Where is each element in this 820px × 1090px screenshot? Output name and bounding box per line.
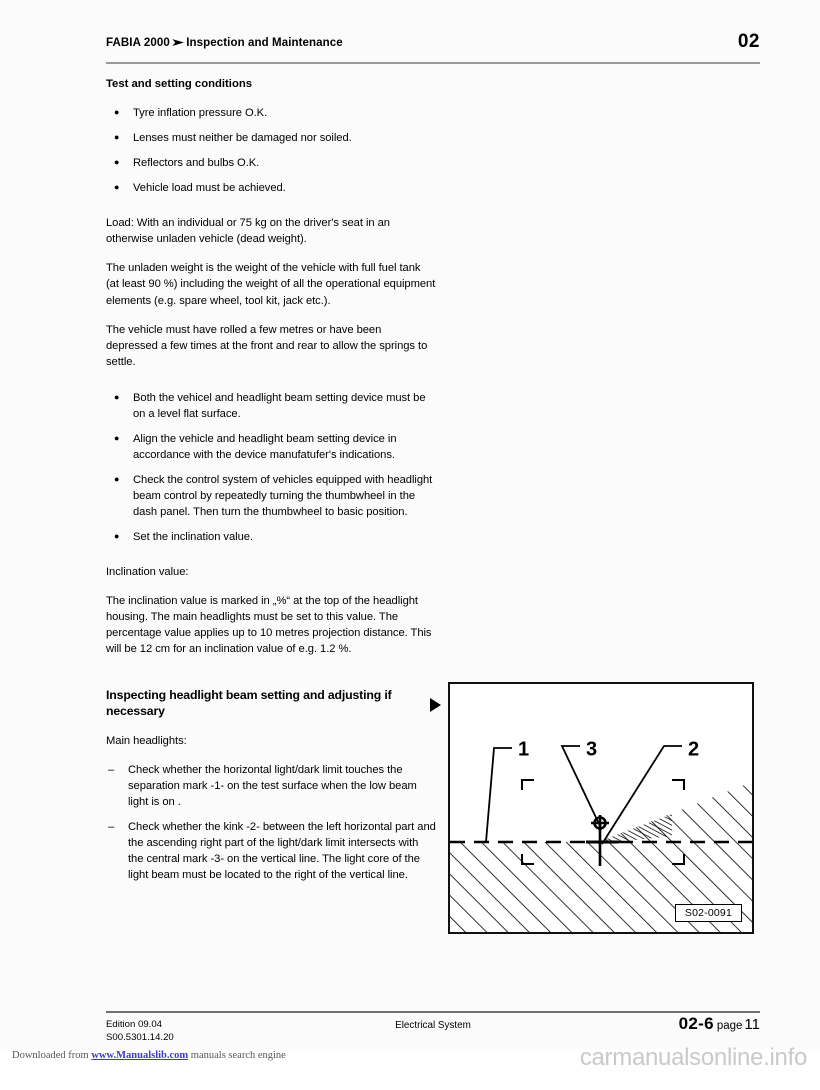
paragraph-unladen-weight: The unladen weight is the weight of the vehicle with full fuel tank (at least 90 %) including the weight of all the operational equipment elements (e.g. spare wheel, tool kit, jack etc.). [106, 262, 436, 307]
list-item-text: Align the vehicle and headlight beam setting device in accordance with the device manufatufer's indications. [133, 432, 397, 461]
heading-inspecting-beam: Inspecting headlight beam setting and adjusting if necessary [106, 687, 392, 718]
footer-edition: Edition 09.04 [106, 1019, 163, 1030]
header-divider [106, 62, 760, 64]
list-item-text: Set the inclination value. [133, 530, 253, 543]
setup-steps-list [106, 390, 436, 545]
list-item [106, 130, 436, 146]
footer-page-block [679, 1014, 760, 1034]
footer-page-word: page [716, 1020, 743, 1032]
list-item [106, 762, 436, 810]
footer-divider [106, 1011, 760, 1013]
list-item-text: Both the vehicel and headlight beam setting device must be on a level flat surface. [133, 391, 426, 420]
paragraph-load: Load: With an individual or 75 kg on the driver's seat in an otherwise unladen vehicle (dead weight). [106, 217, 390, 246]
list-item [106, 180, 436, 196]
footer-doc-number: S00.5301.14.20 [106, 1031, 174, 1043]
headlight-beam-figure [448, 682, 754, 934]
bullet-icon: ● [114, 530, 120, 541]
list-item [106, 105, 436, 121]
figure-pointer-icon [430, 698, 441, 712]
right-triangle-icon: ➤ [171, 37, 184, 48]
download-prefix: Downloaded from [12, 1050, 89, 1061]
paragraph-settle-springs: The vehicle must have rolled a few metres or have been depressed a few times at the front and rear to allow the springs to settle. [106, 323, 428, 368]
list-item [106, 529, 436, 545]
bullet-icon: ● [114, 107, 120, 118]
list-item-text: Check whether the kink -2- between the left horizontal part and the ascending right part of the light/dark limit intersects with the central mark -3- on the vertical line. The light core of the light beam must be located to the right of the vertical line. [128, 820, 436, 881]
list-item [106, 472, 436, 520]
heading-test-conditions: Test and setting conditions [106, 78, 253, 90]
bullet-icon: ● [114, 182, 120, 193]
list-item [106, 431, 436, 463]
figure-id-label: S02-0091 [675, 904, 742, 922]
content-column [106, 72, 436, 892]
footer-system: Electrical System [395, 1020, 471, 1031]
list-item-text: Vehicle load must be achieved. [133, 182, 286, 195]
manualslib-link[interactable]: www.Manualslib.com [91, 1050, 189, 1061]
page-header [106, 31, 760, 62]
check-steps-list [106, 762, 436, 883]
bullet-icon: ● [114, 157, 120, 168]
list-item-text: Tyre inflation pressure O.K. [133, 107, 268, 120]
brand-watermark: carmanualsonline.info [579, 1044, 807, 1071]
label-main-headlights: Main headlights: [106, 734, 187, 747]
label-inclination-value: Inclination value: [106, 565, 189, 578]
list-item-text: Reflectors and bulbs O.K. [133, 157, 260, 170]
dash-icon: – [108, 820, 115, 833]
conditions-list [106, 105, 436, 196]
bullet-icon: ● [114, 132, 120, 143]
header-section: Inspection and Maintenance [186, 37, 343, 49]
download-suffix: manuals search engine [190, 1050, 286, 1061]
list-item [106, 155, 436, 171]
list-item-text: Check whether the horizontal light/dark limit touches the separation mark -1- on the test surface when the low beam light is on . [128, 763, 417, 808]
list-item [106, 819, 436, 883]
list-item-text: Check the control system of vehicles equipped with headlight beam control by repeatedly turning the thumbwheel in the dash panel. Then turn the thumbwheel to basic position. [133, 473, 433, 518]
paragraph-inclination-value: The inclination value is marked in „%“ at the top of the headlight housing. The main headlights must be set to this value. The percentage value applies up to 10 metres projection distance. This will be 12 cm for an inclination value of e.g. 1.2 %. [106, 594, 432, 655]
download-watermark [12, 1050, 286, 1061]
footer-page-number: 11 [744, 1016, 760, 1033]
callout-2: 2 [688, 738, 700, 761]
footer-page-code: 02-6 [678, 1014, 714, 1033]
chapter-number: 02 [737, 31, 760, 52]
list-item [106, 390, 436, 422]
header-model: FABIA 2000 [106, 37, 170, 49]
bullet-icon: ● [114, 473, 120, 484]
dash-icon: – [108, 763, 115, 776]
callout-1: 1 [518, 738, 530, 761]
header-title [106, 36, 343, 49]
bullet-icon: ● [114, 432, 120, 443]
bullet-icon: ● [114, 391, 120, 402]
list-item-text: Lenses must neither be damaged nor soiled. [133, 132, 352, 145]
figure-drawing [450, 684, 752, 932]
callout-3: 3 [586, 738, 598, 761]
